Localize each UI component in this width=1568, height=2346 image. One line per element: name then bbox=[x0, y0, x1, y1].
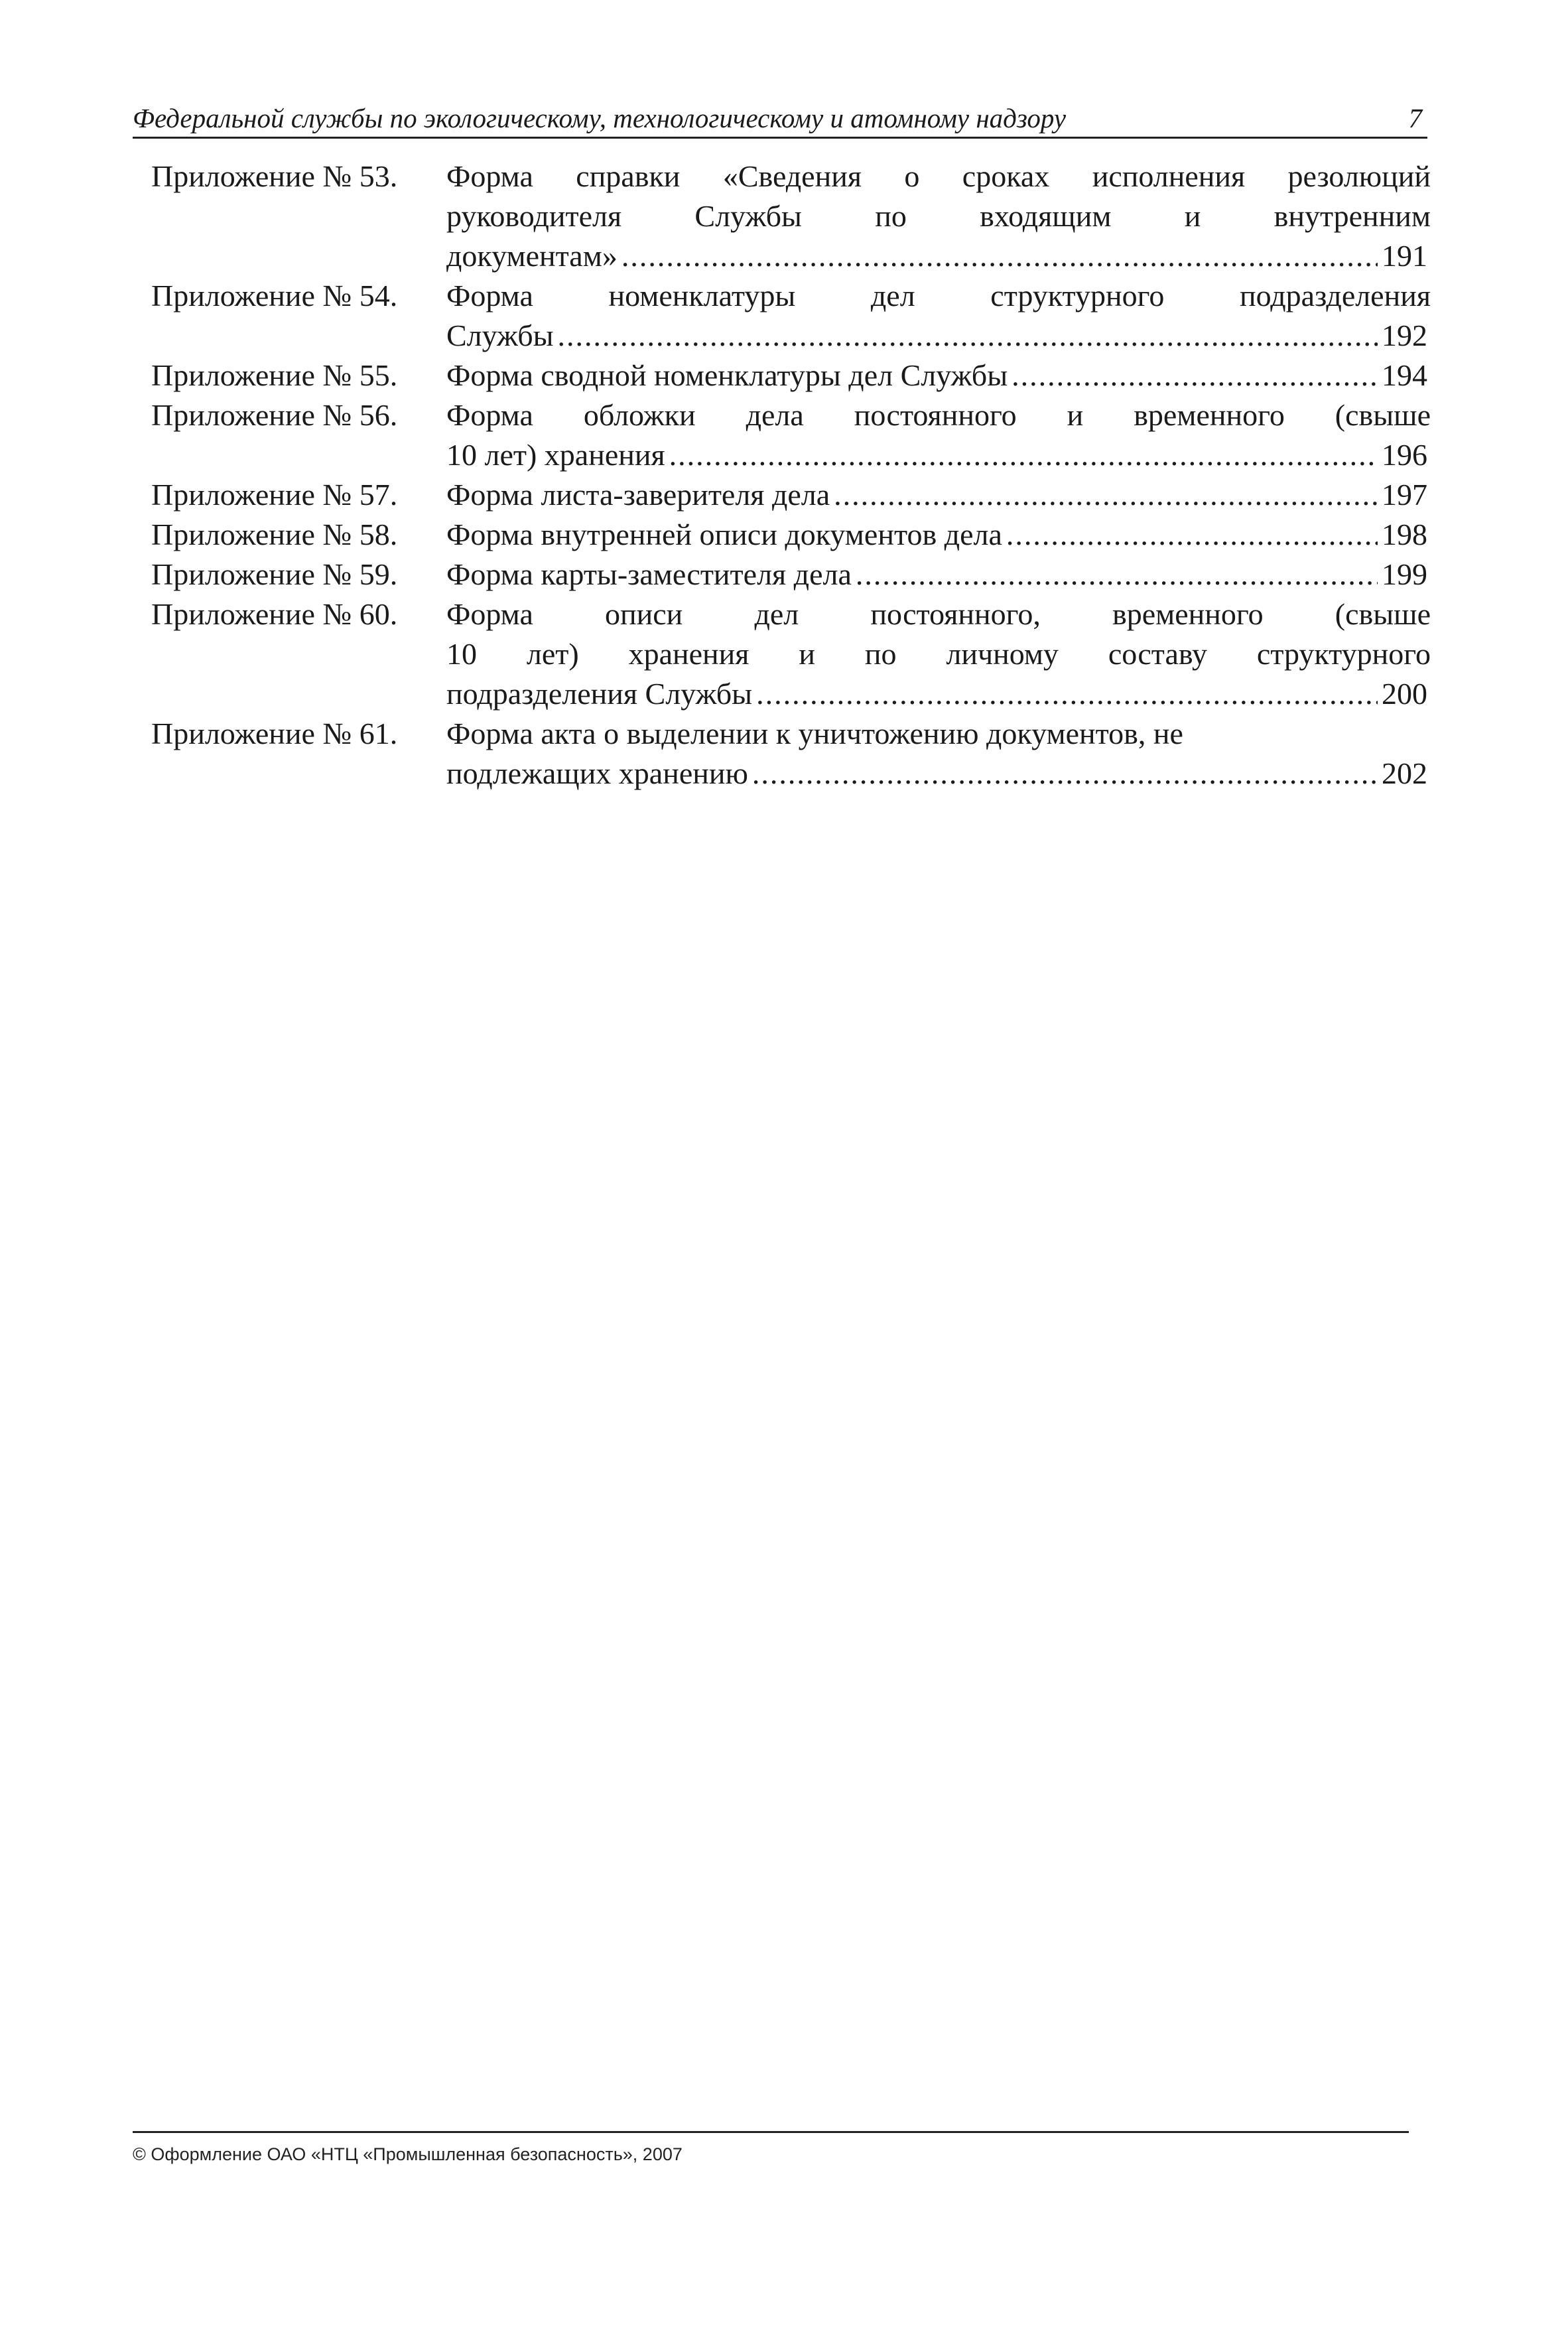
toc-entry-page: 197 bbox=[1382, 478, 1427, 512]
dot-leader bbox=[756, 674, 1378, 714]
copyright-notice: © Оформление ОАО «НТЦ «Промышленная безопасность», 2007 bbox=[133, 2144, 683, 2164]
toc-entry-page: 191 bbox=[1382, 239, 1427, 273]
toc-entry[interactable] bbox=[151, 515, 1427, 555]
toc-entry-label: Приложение № 59. bbox=[151, 557, 398, 591]
toc-entry[interactable] bbox=[151, 475, 1427, 515]
toc-entry-label: Приложение № 53. bbox=[151, 159, 398, 193]
toc-entry-title-line: Форма справки «Сведения о сроках исполнения резолюций bbox=[446, 159, 1431, 193]
dot-leader bbox=[856, 555, 1378, 594]
toc-entry-label: Приложение № 55. bbox=[151, 358, 398, 392]
toc-entry-title-line: Форма номенклатуры дел структурного подразделения bbox=[446, 279, 1431, 312]
toc-entry-label: Приложение № 58. bbox=[151, 518, 398, 551]
toc-entry-title-end: подлежащих хранению bbox=[446, 756, 748, 790]
toc-entry-page: 198 bbox=[1382, 518, 1427, 551]
toc-entry-page: 196 bbox=[1382, 438, 1427, 472]
dot-leader bbox=[1006, 515, 1378, 555]
page-number: 7 bbox=[1408, 103, 1422, 133]
toc-entry-title-line: Форма акта о выделении к уничтожению документов, не bbox=[446, 717, 1183, 750]
toc-entry-title-end: Службы bbox=[446, 318, 554, 352]
toc-entry[interactable] bbox=[151, 714, 1427, 794]
toc-entry-title-line: Форма описи дел постоянного, временного (свыше bbox=[446, 597, 1431, 631]
toc-entry-title-end: документам» bbox=[446, 239, 618, 273]
toc-entry[interactable] bbox=[151, 555, 1427, 594]
table-of-contents bbox=[151, 157, 1431, 794]
toc-entry-label: Приложение № 54. bbox=[151, 279, 398, 312]
page-header bbox=[133, 100, 1427, 139]
dot-leader bbox=[752, 754, 1378, 794]
toc-entry-title-end: Форма внутренней описи документов дела bbox=[446, 518, 1002, 551]
toc-entry-label: Приложение № 60. bbox=[151, 597, 398, 631]
toc-entry-title-end: Форма сводной номенклатуры дел Службы bbox=[446, 358, 1008, 392]
toc-entry[interactable] bbox=[151, 594, 1431, 714]
dot-leader bbox=[834, 475, 1378, 515]
toc-entry-label: Приложение № 56. bbox=[151, 398, 398, 432]
toc-entry-page: 199 bbox=[1382, 557, 1427, 591]
toc-entry-label: Приложение № 57. bbox=[151, 478, 398, 512]
toc-entry-page: 192 bbox=[1382, 318, 1427, 352]
dot-leader bbox=[669, 435, 1378, 475]
toc-entry-page: 200 bbox=[1382, 677, 1427, 711]
toc-entry-page: 194 bbox=[1382, 358, 1427, 392]
toc-entry-title-line: Форма обложки дела постоянного и временного (свыше bbox=[446, 398, 1431, 432]
toc-entry[interactable] bbox=[151, 395, 1431, 475]
toc-entry[interactable] bbox=[151, 276, 1431, 356]
page-footer bbox=[133, 2131, 1409, 2166]
toc-entry[interactable] bbox=[151, 157, 1431, 276]
toc-entry-title-end: Форма карты-заместителя дела bbox=[446, 557, 852, 591]
toc-entry-label: Приложение № 61. bbox=[151, 717, 398, 750]
toc-entry-page: 202 bbox=[1382, 756, 1427, 790]
toc-entry-title-end: 10 лет) хранения bbox=[446, 438, 665, 472]
toc-entry[interactable] bbox=[151, 356, 1427, 395]
toc-entry-title-end: подразделения Службы bbox=[446, 677, 753, 711]
running-title: Федеральной службы по экологическому, технологическому и атомному надзору bbox=[133, 103, 1067, 133]
toc-entry-title-line: руководителя Службы по входящим и внутренним bbox=[446, 199, 1431, 233]
dot-leader bbox=[621, 236, 1378, 276]
toc-entry-title-line: 10 лет) хранения и по личному составу структурного bbox=[446, 637, 1431, 671]
dot-leader bbox=[558, 316, 1378, 356]
dot-leader bbox=[1012, 356, 1378, 395]
toc-entry-title-end: Форма листа-заверителя дела bbox=[446, 478, 830, 512]
